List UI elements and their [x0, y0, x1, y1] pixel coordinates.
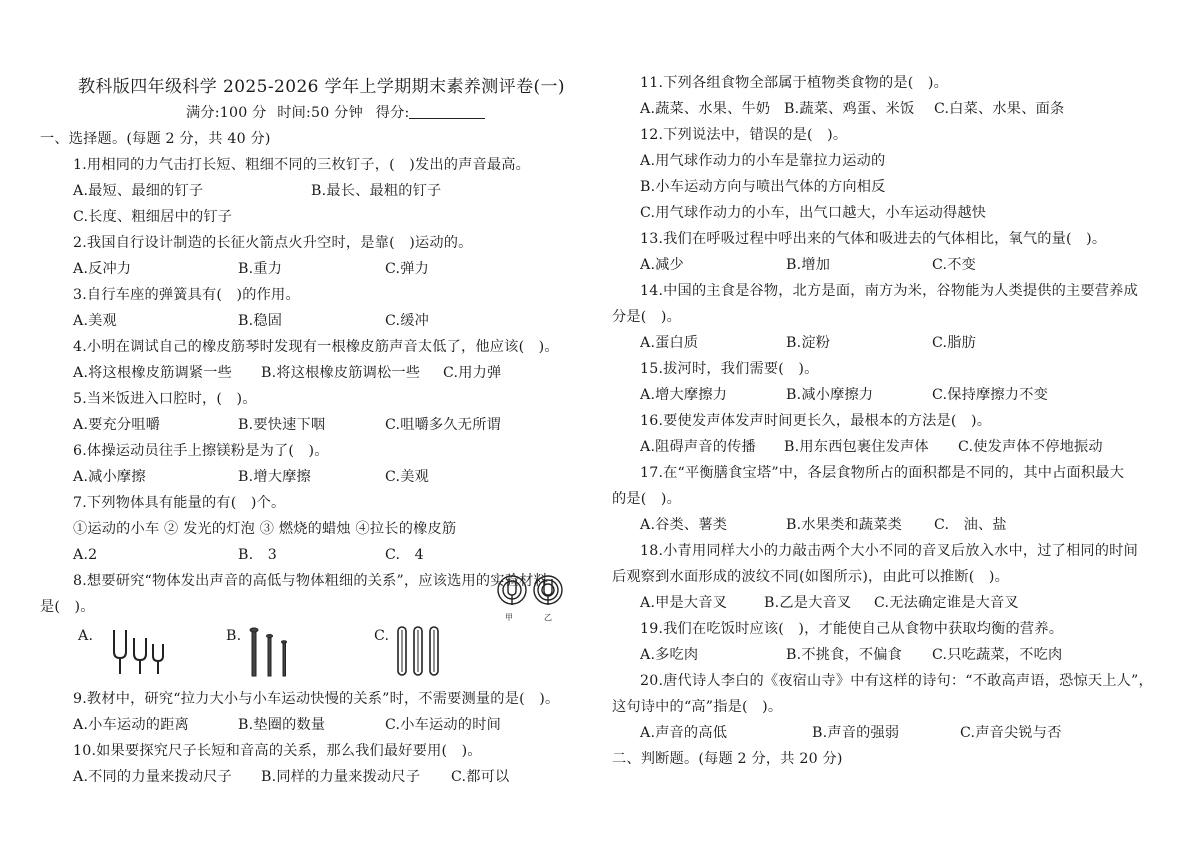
option-c[interactable]: C.白菜、水果、面条: [934, 101, 1065, 117]
question-7-items: ①运动的小车 ② 发光的灯泡 ③ 燃烧的蜡烛 ④拉长的橡皮筋: [73, 521, 457, 537]
question-17-stem-cont: 的是( )。: [612, 491, 682, 507]
option-a[interactable]: A.阻碍声音的传播: [640, 439, 756, 455]
option-c[interactable]: C. 4: [385, 547, 424, 563]
option-a[interactable]: A.蔬菜、水果、牛奶: [640, 101, 771, 117]
option-a[interactable]: A.美观: [73, 313, 117, 329]
question-6-stem: 6.体操运动员往手上擦镁粉是为了( )。: [73, 443, 329, 459]
option-c[interactable]: C.脂肪: [932, 335, 977, 351]
question-2-stem: 2.我国自行设计制造的长征火箭点火升空时，是靠( )运动的。: [73, 235, 473, 251]
option-b[interactable]: B.乙是大音叉: [764, 595, 852, 611]
section-header-choice: 一、选择题。(每题 2 分，共 40 分): [40, 131, 271, 147]
option-c[interactable]: C. 油、盐: [934, 517, 1007, 533]
question-13-stem: 13.我们在呼吸过程中呼出来的气体和吸进去的气体相比，氧气的量( )。: [640, 231, 1107, 247]
option-a[interactable]: A.多吃肉: [640, 647, 699, 663]
option-b[interactable]: B.蔬菜、鸡蛋、米饭: [784, 101, 915, 117]
option-c[interactable]: C.美观: [385, 469, 430, 485]
option-b[interactable]: B. 3: [238, 547, 277, 563]
nails-figure: [242, 626, 302, 680]
question-15-stem: 15.拔河时，我们需要( )。: [640, 361, 819, 377]
option-a[interactable]: A.声音的高低: [640, 725, 728, 741]
option-a[interactable]: A.谷类、薯类: [640, 517, 728, 533]
option-b[interactable]: B.小车运动方向与喷出气体的方向相反: [640, 179, 886, 195]
option-a[interactable]: A.要充分咀嚼: [73, 417, 161, 433]
option-a[interactable]: A.: [78, 628, 94, 644]
option-c[interactable]: C.: [374, 628, 390, 644]
option-c[interactable]: C.使发声体不停地振动: [958, 439, 1103, 455]
question-16-stem: 16.要使发声体发声时间更长久，最根本的方法是( )。: [640, 413, 992, 429]
question-12-stem: 12.下列说法中，错误的是( )。: [640, 127, 848, 143]
question-18-stem-cont: 后观察到水面形成的波纹不同(如图所示)，由此可以推断( )。: [612, 569, 1010, 585]
option-b[interactable]: B.: [226, 628, 242, 644]
option-a[interactable]: A.减小摩擦: [73, 469, 146, 485]
option-b[interactable]: B.垫圈的数量: [238, 717, 326, 733]
option-a[interactable]: A.减少: [640, 257, 684, 273]
rods-figure: [394, 624, 444, 680]
option-c[interactable]: C.保持摩擦力不变: [932, 387, 1048, 403]
option-a[interactable]: A.最短、最细的钉子: [73, 183, 204, 199]
option-a[interactable]: A.小车运动的距离: [73, 717, 189, 733]
question-10-stem: 10.如果要探究尺子长短和音高的关系，那么我们最好要用( )。: [73, 743, 482, 759]
option-b[interactable]: B.最长、最粗的钉子: [311, 183, 442, 199]
option-c[interactable]: C.弹力: [385, 261, 430, 277]
tuning-fork-water-figure: [495, 573, 565, 613]
option-b[interactable]: B.增大摩擦: [238, 469, 311, 485]
question-8-stem-cont: 是( )。: [40, 599, 95, 615]
option-c[interactable]: C.无法确定谁是大音叉: [874, 595, 1019, 611]
question-14-stem: 14.中国的主食是谷物，北方是面，南方为米，谷物能为人类提供的主要营养成: [640, 283, 1138, 299]
option-a[interactable]: A.增大摩擦力: [640, 387, 728, 403]
option-b[interactable]: B.重力: [238, 261, 283, 277]
option-b[interactable]: B.声音的强弱: [812, 725, 900, 741]
time-limit: 时间:50 分钟: [277, 105, 363, 121]
option-a[interactable]: A.反冲力: [73, 261, 132, 277]
section-header-judgment: 二、判断题。(每题 2 分，共 20 分): [612, 751, 843, 767]
figure-label-jia: 甲: [505, 613, 514, 622]
option-b[interactable]: B.稳固: [238, 313, 283, 329]
question-14-stem-cont: 分是( )。: [612, 309, 682, 325]
option-b[interactable]: B.用东西包裹住发声体: [784, 439, 929, 455]
option-b[interactable]: B.减小摩擦力: [786, 387, 874, 403]
exam-meta: [186, 104, 485, 122]
option-c[interactable]: C.都可以: [451, 769, 510, 785]
option-c[interactable]: C.用气球作动力的小车，出气口越大，小车运动得越快: [640, 205, 987, 221]
option-a[interactable]: A.2: [73, 547, 98, 563]
tuning-forks-figure: [106, 628, 206, 678]
option-c[interactable]: C.长度、粗细居中的钉子: [73, 209, 233, 225]
question-7-stem: 7.下列物体具有能量的有( )个。: [73, 495, 286, 511]
option-a[interactable]: A.不同的力量来拨动尺子: [73, 769, 233, 785]
question-5-stem: 5.当米饭进入口腔时，( )。: [73, 391, 257, 407]
option-a[interactable]: A.用气球作动力的小车是靠拉力运动的: [640, 153, 886, 169]
question-9-stem: 9.教材中，研究“拉力大小与小车运动快慢的关系”时，不需要测量的是( )。: [73, 691, 560, 707]
option-a[interactable]: A.将这根橡皮筋调紧一些: [73, 365, 233, 381]
option-c[interactable]: C.用力弹: [443, 365, 502, 381]
question-3-stem: 3.自行车座的弹簧具有( )的作用。: [73, 287, 300, 303]
option-b[interactable]: B.水果类和蔬菜类: [786, 517, 903, 533]
question-1-stem: 1.用相同的力气击打长短、粗细不同的三枚钉子，( )发出的声音最高。: [73, 157, 531, 173]
option-b[interactable]: B.将这根橡皮筋调松一些: [261, 365, 421, 381]
option-a[interactable]: A.蛋白质: [640, 335, 699, 351]
question-17-stem: 17.在“平衡膳食宝塔”中，各层食物所占的面积都是不同的，其中占面积最大: [640, 465, 1125, 481]
question-20-stem: 20.唐代诗人李白的《夜宿山寺》中有这样的诗句：“不敢高声语，恐惊天上人”，: [640, 673, 1153, 689]
score-label: 得分:: [375, 105, 410, 121]
option-a[interactable]: A.甲是大音叉: [640, 595, 728, 611]
option-b[interactable]: B.同样的力量来拨动尺子: [261, 769, 421, 785]
option-c[interactable]: C.不变: [932, 257, 977, 273]
question-11-stem: 11.下列各组食物全部属于植物类食物的是( )。: [640, 75, 948, 91]
option-c[interactable]: C.缓冲: [385, 313, 430, 329]
question-20-stem-cont: 这句诗中的“高”指是( )。: [612, 699, 783, 715]
question-8-stem: 8.想要研究“物体发出声音的高低与物体粗细的关系”，应该选用的实验材料: [73, 573, 548, 589]
question-19-stem: 19.我们在吃饭时应该( )，才能使自己从食物中获取均衡的营养。: [640, 621, 1064, 637]
question-18-stem: 18.小青用同样大小的力敲击两个大小不同的音叉后放入水中，过了相同的时间: [640, 543, 1138, 559]
left-column: [40, 0, 605, 848]
figure-label-yi: 乙: [544, 613, 553, 622]
score-blank[interactable]: [409, 104, 485, 119]
question-4-stem: 4.小明在调试自己的橡皮筋琴时发现有一根橡皮筋声音太低了，他应该( )。: [73, 339, 559, 355]
option-b[interactable]: B.增加: [786, 257, 831, 273]
option-c[interactable]: C.声音尖锐与否: [960, 725, 1062, 741]
option-c[interactable]: C.小车运动的时间: [385, 717, 501, 733]
option-b[interactable]: B.不挑食，不偏食: [786, 647, 903, 663]
right-column: [612, 0, 1164, 848]
option-c[interactable]: C.咀嚼多久无所谓: [385, 417, 501, 433]
full-score: 满分:100 分: [186, 105, 267, 121]
option-c[interactable]: C.只吃蔬菜，不吃肉: [932, 647, 1063, 663]
option-b[interactable]: B.要快速下咽: [238, 417, 326, 433]
page-title: 教科版四年级科学 2025-2026 学年上学期期末素养测评卷(一): [78, 77, 565, 97]
option-b[interactable]: B.淀粉: [786, 335, 831, 351]
